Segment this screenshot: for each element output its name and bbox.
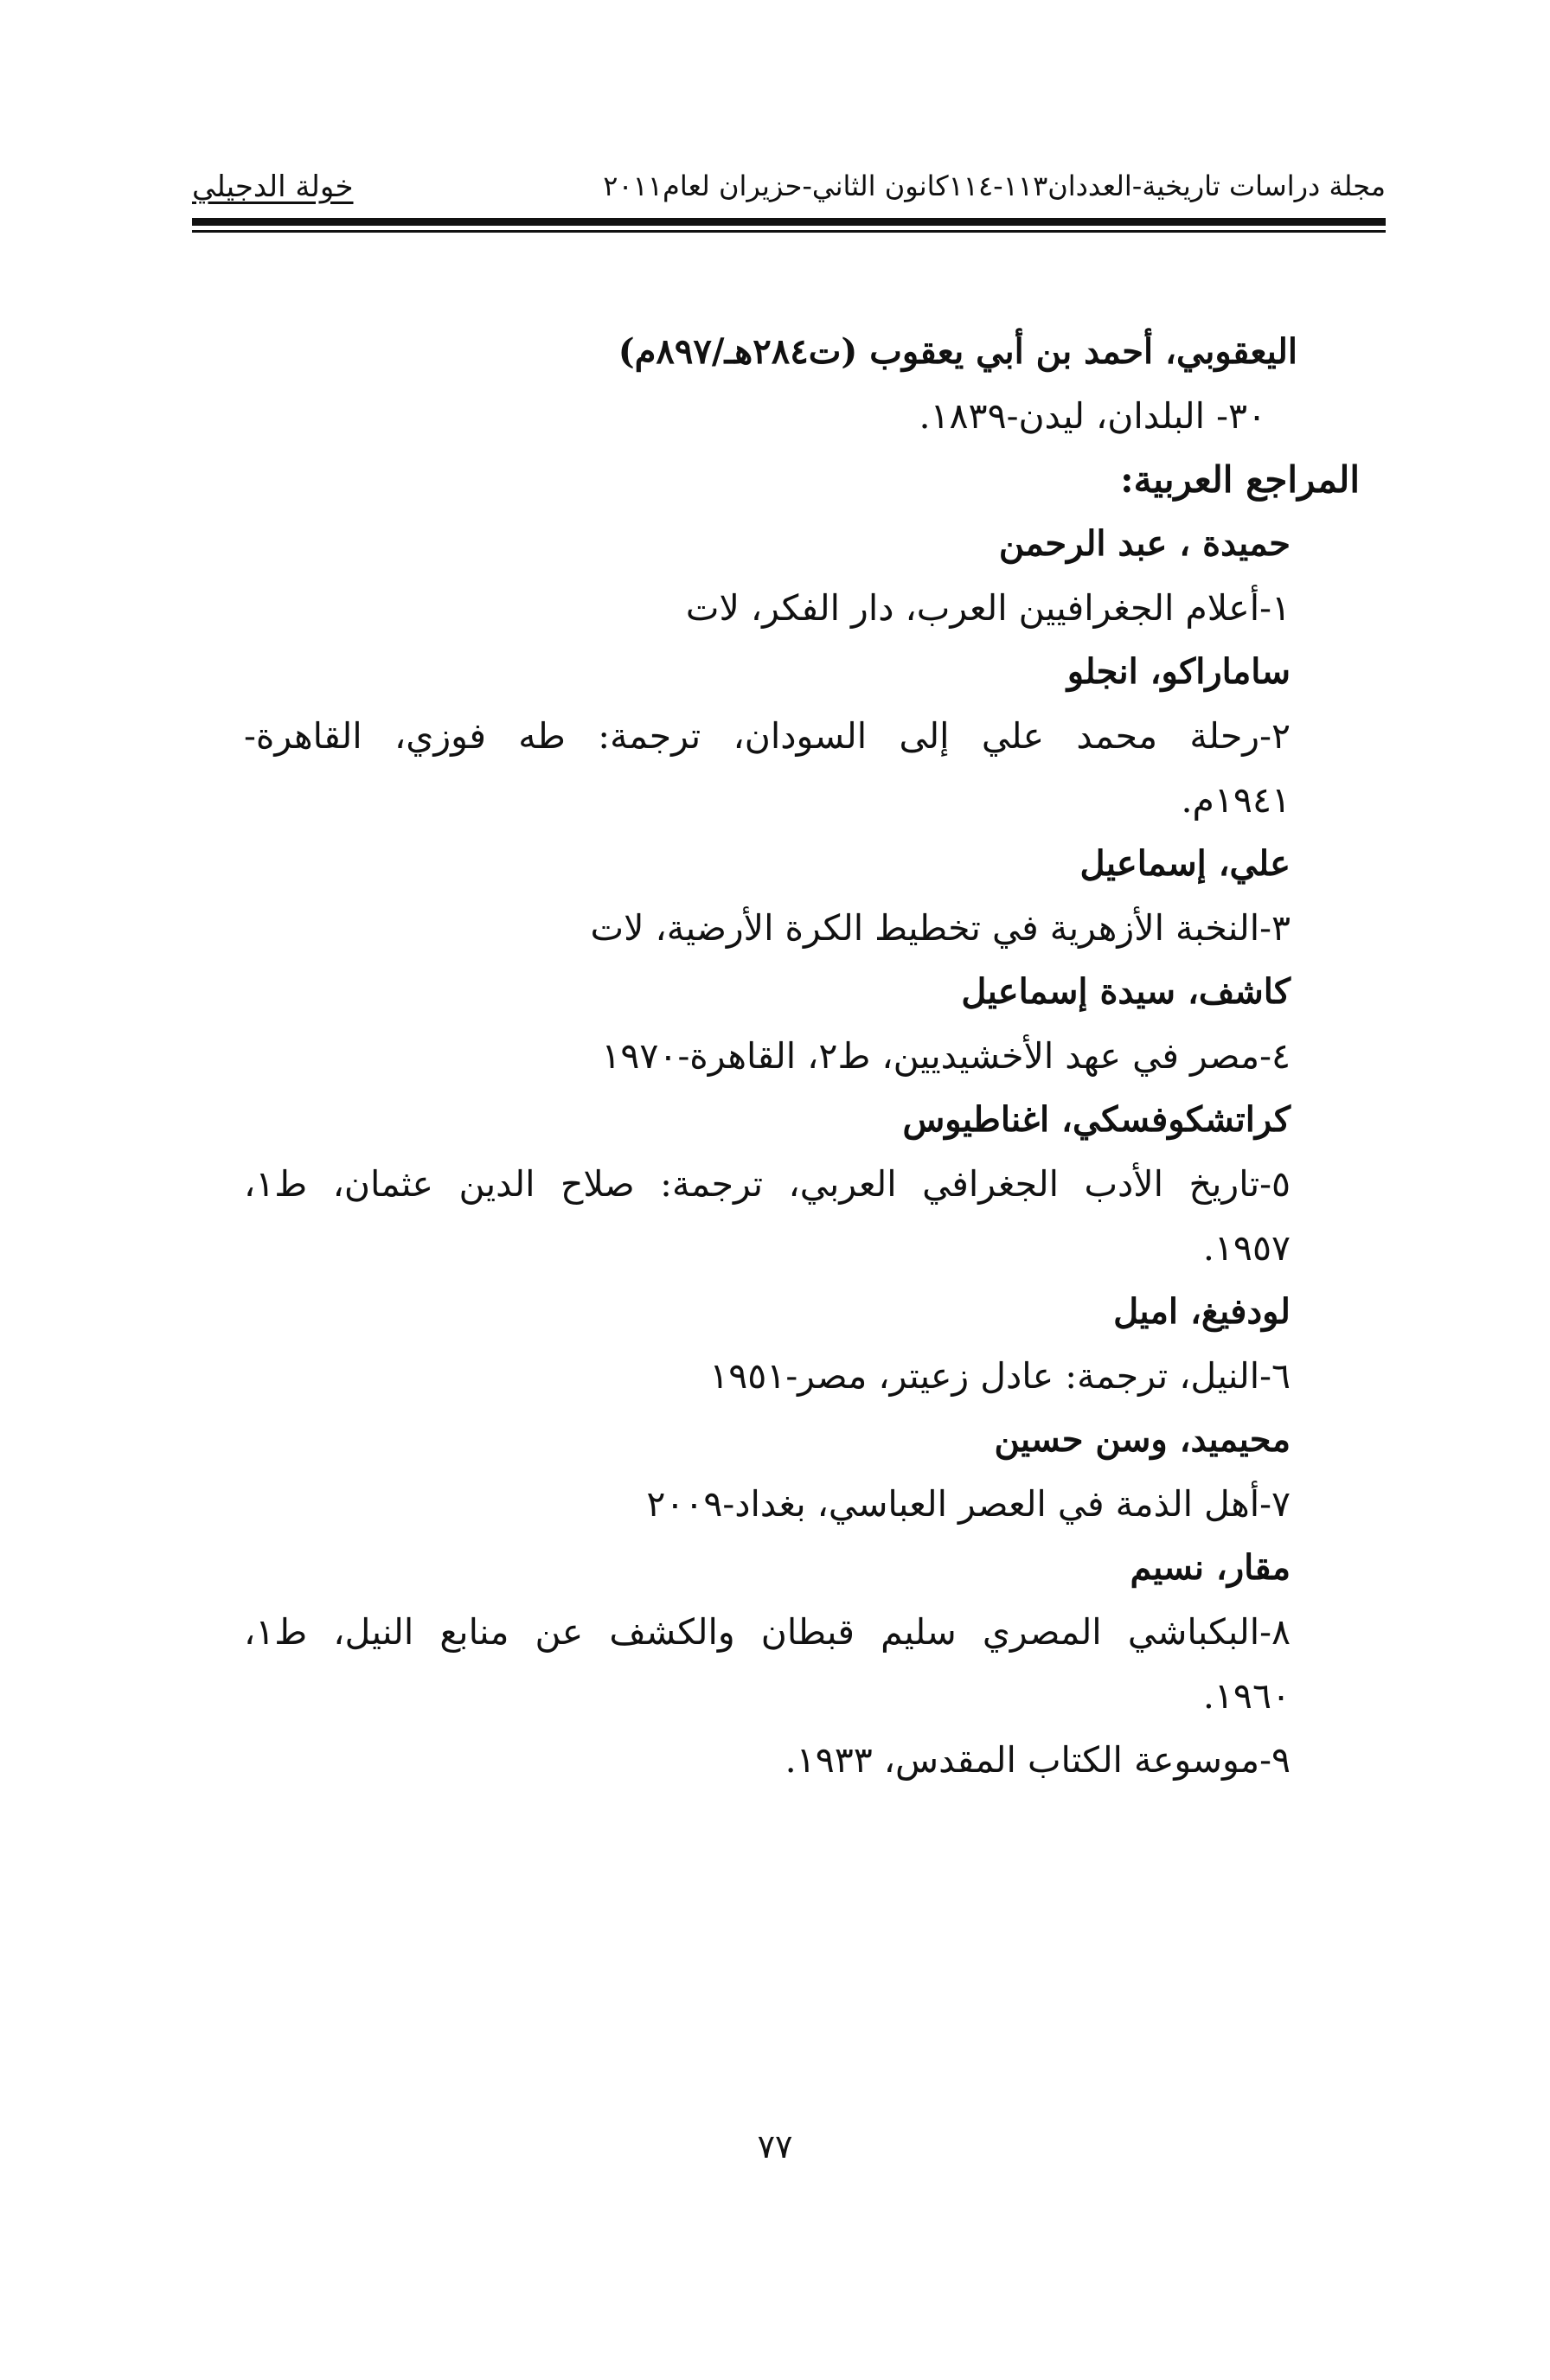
reference-author: محيميد، وسن حسين xyxy=(994,1419,1291,1460)
reference-author: كاشف، سيدة إسماعيل xyxy=(961,971,1291,1012)
reference-author: لودفيغ، اميل xyxy=(1113,1291,1291,1332)
reference-entry: ٧-أهل الذمة في العصر العباسي، بغداد-٢٠٠٩ xyxy=(646,1483,1291,1525)
reference-entry-continued: ١٩٦٠. xyxy=(1202,1675,1291,1717)
reference-entry: ٢-رحلة محمد علي إلى السودان، ترجمة: طه فوزي، القاهرة- xyxy=(244,715,1291,757)
article-author: خولة الدجيلي xyxy=(192,170,354,204)
journal-title: مجلة دراسات تاريخية-العددان١١٣-١١٤كانون الثاني-حزيران لعام٢٠١١ xyxy=(603,170,1386,202)
reference-entry: ٨-البكباشي المصري سليم قبطان والكشف عن منابع النيل، ط١، xyxy=(244,1611,1291,1653)
running-header xyxy=(192,170,1386,221)
reference-author: اليعقوبي، أحمد بن أبي يعقوب (ت٢٨٤هـ/٨٩٧م) xyxy=(618,331,1297,372)
reference-entry: ٦-النيل، ترجمة: عادل زعيتر، مصر-١٩٥١ xyxy=(709,1355,1291,1397)
reference-entry: ٩-موسوعة الكتاب المقدس، ١٩٣٣. xyxy=(785,1739,1291,1781)
reference-entry: ٥-تاريخ الأدب الجغرافي العربي، ترجمة: صلاح الدين عثمان، ط١، xyxy=(244,1163,1291,1205)
reference-author: كراتشكوفسكي، اغناطيوس xyxy=(902,1099,1291,1140)
reference-entry: ٣-النخبة الأزهرية في تخطيط الكرة الأرضية، لات xyxy=(590,907,1291,949)
header-rule-thick xyxy=(192,218,1386,226)
bibliography xyxy=(244,329,1360,1801)
reference-entry: ٣٠- البلدان، ليدن-١٨٣٩. xyxy=(919,395,1266,437)
page-number: ٧٧ xyxy=(757,2127,793,2166)
reference-entry: ٤-مصر في عهد الأخشيديين، ط٢، القاهرة-١٩٧٠ xyxy=(601,1035,1291,1077)
reference-author: علي، إسماعيل xyxy=(1079,843,1291,884)
header-rule-thin xyxy=(192,230,1386,233)
reference-author: مقار، نسيم xyxy=(1130,1547,1291,1588)
reference-entry-continued: ١٩٥٧. xyxy=(1202,1227,1291,1269)
reference-entry-continued: ١٩٤١م. xyxy=(1181,779,1291,821)
reference-author: حميدة ، عبد الرحمن xyxy=(998,523,1291,564)
reference-author: ساماراكو، انجلو xyxy=(1066,651,1291,692)
reference-entry: ١-أعلام الجغرافيين العرب، دار الفكر، لات xyxy=(685,587,1291,629)
section-heading: المراجع العربية: xyxy=(1120,458,1360,501)
